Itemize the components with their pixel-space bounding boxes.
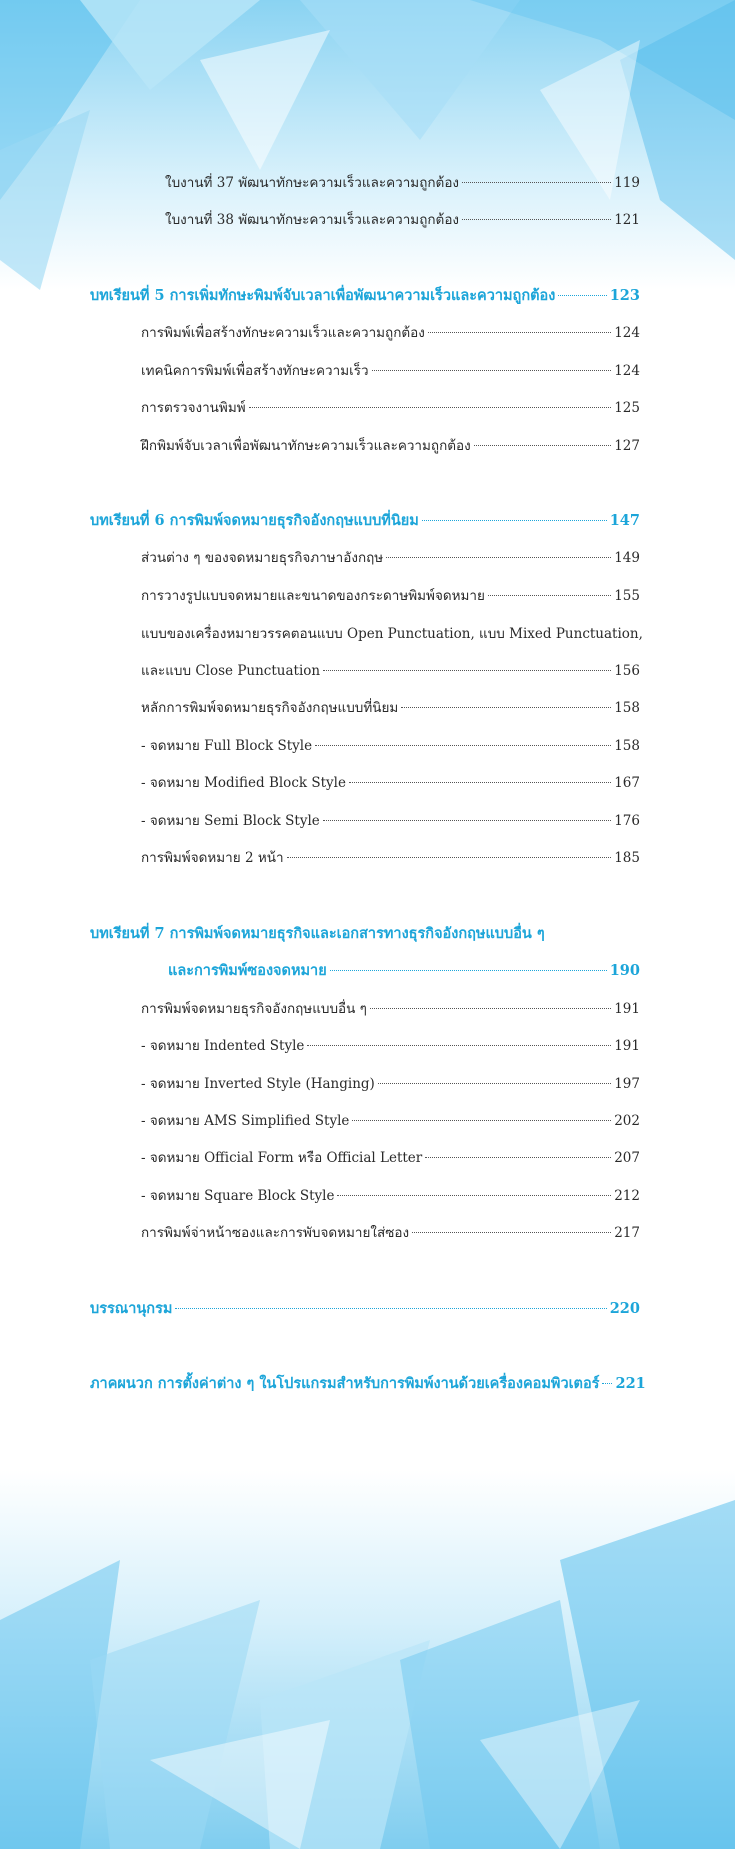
chapter-7-heading-cont[interactable]: [168, 961, 640, 981]
dot-leader: [175, 1308, 606, 1309]
chapter-title: บทเรียนที่ 5 การเพิ่มทักษะพิมพ์จับเวลาเพื่อพัฒนาความเร็วและความถูกต้อง: [90, 287, 556, 304]
toc-entry[interactable]: [141, 1074, 640, 1094]
toc-entry-page: 124: [614, 363, 640, 379]
dot-leader: [307, 1045, 611, 1046]
appendix-heading[interactable]: [90, 1374, 646, 1394]
chapter-page: 190: [609, 962, 640, 979]
toc-entry[interactable]: [141, 398, 640, 418]
dot-leader: [462, 182, 611, 183]
dot-leader: [401, 707, 611, 708]
dot-leader: [422, 520, 607, 521]
toc-entry-page: 155: [614, 588, 640, 604]
toc-entry-title: แบบของเครื่องหมายวรรคตอนแบบ Open Punctuation, แบบ Mixed Punctuation,: [141, 626, 643, 642]
toc-entry-title: ใบงานที่ 38 พัฒนาทักษะความเร็วและความถูกต้อง: [165, 212, 460, 228]
dot-leader: [386, 557, 611, 558]
chapter-6-heading[interactable]: [90, 511, 640, 531]
toc-entry-page: 191: [614, 1001, 640, 1017]
toc-entry-title: การตรวจงานพิมพ์: [141, 400, 246, 416]
toc-entry-page: 124: [614, 325, 640, 341]
dot-leader: [372, 370, 612, 371]
dot-leader: [428, 332, 611, 333]
dot-leader: [602, 1383, 612, 1384]
dot-leader: [323, 670, 611, 671]
toc-entry[interactable]: [141, 1148, 640, 1168]
toc-entry[interactable]: [141, 811, 640, 831]
toc-entry-title: - จดหมาย Indented Style: [141, 1038, 305, 1054]
chapter-page: 147: [609, 512, 640, 529]
chapter-5-heading[interactable]: [90, 286, 640, 306]
toc-entry[interactable]: [141, 773, 640, 793]
dot-leader: [315, 745, 611, 746]
toc-entry[interactable]: [141, 1111, 640, 1131]
toc-entry-page: 121: [614, 212, 640, 228]
toc-entry[interactable]: [141, 698, 640, 718]
toc-entry-page: 212: [614, 1188, 640, 1204]
toc-entry-page: 202: [614, 1113, 640, 1129]
toc-entry-page: 127: [614, 438, 640, 454]
dot-leader: [349, 782, 611, 783]
toc-entry[interactable]: [141, 436, 640, 456]
dot-leader: [425, 1157, 611, 1158]
toc-entry-page: 156: [614, 663, 640, 679]
toc-entry-title: และแบบ Close Punctuation: [141, 663, 321, 679]
chapter-title: บทเรียนที่ 6 การพิมพ์จดหมายธุรกิจอังกฤษแบบที่นิยม: [90, 512, 419, 529]
bibliography-title: บรรณานุกรม: [90, 1300, 173, 1317]
toc-entry-title: การพิมพ์จ่าหน้าซองและการพับจดหมายใส่ซอง: [141, 1225, 410, 1241]
toc-entry-title: - จดหมาย Semi Block Style: [141, 813, 320, 829]
bibliography-page: 220: [609, 1300, 640, 1317]
dot-leader: [249, 407, 612, 408]
appendix-title: ภาคผนวก การตั้งค่าต่าง ๆ ในโปรแกรมสำหรับการพิมพ์งานด้วยเครื่องคอมพิวเตอร์: [90, 1375, 600, 1392]
toc-entry-title: ส่วนต่าง ๆ ของจดหมายธุรกิจภาษาอังกฤษ: [141, 550, 384, 566]
chapter-7-heading[interactable]: [90, 924, 640, 944]
bibliography-heading[interactable]: [90, 1299, 640, 1319]
toc-entry[interactable]: [141, 323, 640, 343]
toc-entry-page: 167: [614, 775, 640, 791]
toc-entry-page: 207: [614, 1150, 640, 1166]
toc-entry-title: - จดหมาย AMS Simplified Style: [141, 1113, 350, 1129]
toc-entry[interactable]: [141, 1036, 640, 1056]
appendix-page: 221: [615, 1375, 646, 1392]
toc-entry[interactable]: [165, 210, 640, 230]
toc-entry[interactable]: [141, 999, 640, 1019]
toc-entry-page: 217: [614, 1225, 640, 1241]
dot-leader: [330, 970, 607, 971]
dot-leader: [370, 1008, 611, 1009]
toc-entry-title: ใบงานที่ 37 พัฒนาทักษะความเร็วและความถูกต้อง: [165, 175, 460, 191]
toc-entry-title: - จดหมาย Inverted Style (Hanging): [141, 1076, 375, 1092]
toc-entry[interactable]: [141, 624, 643, 644]
toc-entry-title: เทคนิคการพิมพ์เพื่อสร้างทักษะความเร็ว: [141, 363, 369, 379]
toc-entry-title: - จดหมาย Modified Block Style: [141, 775, 346, 791]
toc-entry-title: การพิมพ์จดหมาย 2 หน้า: [141, 850, 284, 866]
toc-entry-title: การพิมพ์เพื่อสร้างทักษะความเร็วและความถูกต้อง: [141, 325, 425, 341]
toc-entry[interactable]: [141, 586, 640, 606]
toc-entry-page: 149: [614, 550, 640, 566]
dot-leader: [337, 1195, 611, 1196]
toc-entry-title: - จดหมาย Square Block Style: [141, 1188, 335, 1204]
dot-leader: [378, 1083, 611, 1084]
toc-entry-page: 185: [614, 850, 640, 866]
dot-leader: [474, 445, 611, 446]
toc-entry[interactable]: [141, 848, 640, 868]
dot-leader: [352, 1120, 611, 1121]
chapter-title: บทเรียนที่ 7 การพิมพ์จดหมายธุรกิจและเอกสารทางธุรกิจอังกฤษแบบอื่น ๆ: [90, 925, 545, 942]
toc-entry-title: การพิมพ์จดหมายธุรกิจอังกฤษแบบอื่น ๆ: [141, 1001, 367, 1017]
toc-entry-page: 176: [614, 813, 640, 829]
toc-entry-page: 158: [614, 738, 640, 754]
toc-entry-page: 197: [614, 1076, 640, 1092]
toc-entry[interactable]: [141, 548, 640, 568]
dot-leader: [488, 595, 611, 596]
toc-entry-title: - จดหมาย Official Form หรือ Official Letter: [141, 1150, 423, 1166]
dot-leader: [462, 219, 611, 220]
toc-entry-page: 158: [614, 700, 640, 716]
dot-leader: [558, 295, 606, 296]
toc-entry[interactable]: [165, 173, 640, 193]
toc-entry-page: 125: [614, 400, 640, 416]
toc-entry-title: หลักการพิมพ์จดหมายธุรกิจอังกฤษแบบที่นิยม: [141, 700, 399, 716]
toc-entry[interactable]: [141, 661, 640, 681]
toc-entry-title: - จดหมาย Full Block Style: [141, 738, 313, 754]
dot-leader: [323, 820, 611, 821]
chapter-title-cont: และการพิมพ์ซองจดหมาย: [168, 962, 327, 979]
toc-entry-page: 191: [614, 1038, 640, 1054]
dot-leader: [287, 857, 612, 858]
toc-entry-title: ฝึกพิมพ์จับเวลาเพื่อพัฒนาทักษะความเร็วและความถูกต้อง: [141, 438, 471, 454]
toc-entry[interactable]: [141, 1186, 640, 1206]
toc-entry-page: 119: [614, 175, 640, 191]
toc-entry-title: การวางรูปแบบจดหมายและขนาดของกระดาษพิมพ์จดหมาย: [141, 588, 485, 604]
toc-entry[interactable]: [141, 736, 640, 756]
toc-entry[interactable]: [141, 1223, 640, 1243]
toc-entry[interactable]: [141, 361, 640, 381]
dot-leader: [412, 1232, 611, 1233]
chapter-page: 123: [609, 287, 640, 304]
